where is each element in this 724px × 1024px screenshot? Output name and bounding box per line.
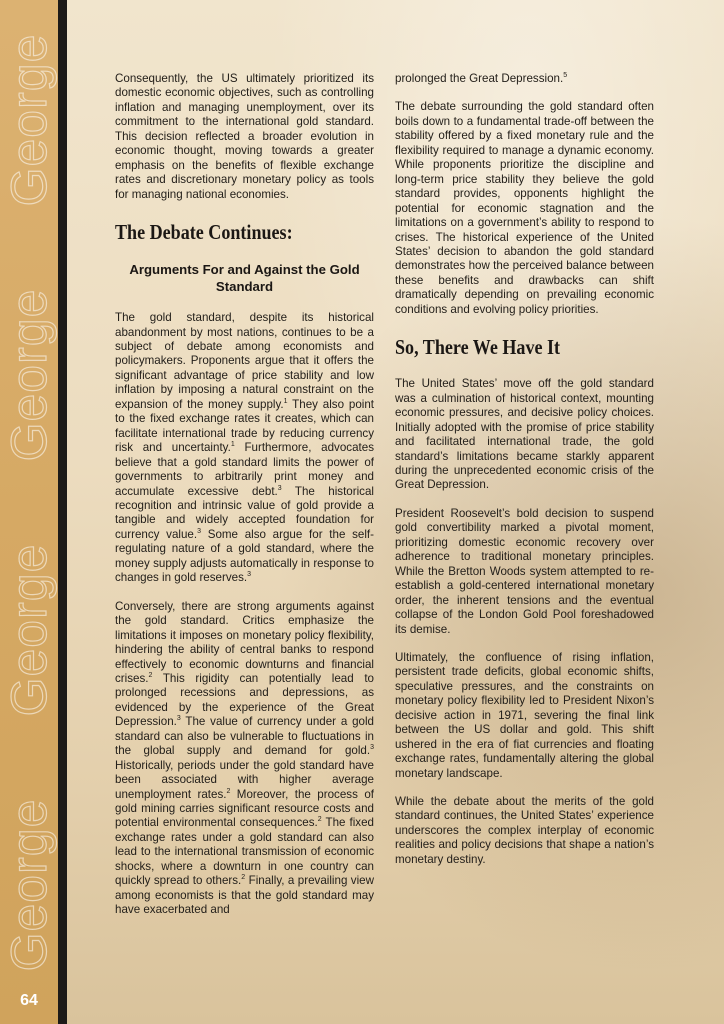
sidebar — [0, 0, 58, 1024]
sidebar-divider — [58, 0, 67, 1024]
watermark-text: George — [1, 798, 57, 972]
footnote-ref: 2 — [317, 816, 322, 824]
footnote-ref: 3 — [277, 484, 282, 492]
watermark-text: George — [1, 288, 57, 462]
footnote-ref: 3 — [197, 528, 202, 536]
footnote-ref: 1 — [283, 397, 288, 405]
conclusion-paragraph: The United States’ move off the gold standard was a culmination of historical context, mounting economic pressures, and decisive policy choices. Initially adopted with the promise of price stability and facilitated international trade, the gold standard’s limitations became starkly apparent during the unprecedented economic crisis of the Great Depression. — [395, 377, 654, 492]
watermark-text: George — [1, 543, 57, 717]
page-content — [67, 0, 724, 1024]
right-column — [395, 72, 654, 881]
debate-paragraph: The debate surrounding the gold standard often boils down to a fundamental trade-off between the stability offered by a fixed monetary rule and the flexibility required to manage a dynamic economy. While proponents prioritize the discipline and long-term price stability they believe the gold standard provides, opponents highlight the potential for economic stagnation and the limitations on a government’s ability to respond to crises. The historical experience of the United States’ decision to abandon the gold standard demonstrates how the perceived balance between these benefits and drawbacks can shift dramatically depending on prevailing economic conditions and evolving policy priorities. — [395, 100, 654, 316]
footnote-ref: 2 — [241, 874, 246, 882]
section-heading-conclusion: So, There We Have It — [395, 335, 561, 360]
for-arguments-paragraph: The gold standard, despite its historical abandonment by most nations, continues to be a subject of debate among economists and policymakers. Proponents argue that it offers the significant advantage of price stability and low inflation by imposing a natural constraint on the expansion of the money supply.$^1$ They also point to the fixed exchange rates it creates, which can facilitate international trade by reducing currency risk and uncertainty.$^1$ Furthermore, advocates believe that a gold standard limits the power of governments to arbitrarily print money and accumulate excessive debt.$^3$ The historical recognition and intrinsic value of gold provide a tangible and widely accepted foundation for currency value.$^3$ Some also argue for the self-regulating nature of a gold standard, where the money supply adjusts automatically in response to changes in gold reserves.$^3$ — [115, 311, 375, 585]
page-number: 64 — [20, 992, 38, 1009]
conclusion-paragraph: Ultimately, the confluence of rising inflation, persistent trade deficits, global economic shifts, speculative pressures, and the constraints on monetary policy flexibility led to President Nixon’s decisive action in 1971, severing the final link between the US dollar and gold. This shift ushered in the era of fiat currencies and floating exchange rates, fundamentally altering the global monetary landscape. — [395, 650, 654, 780]
left-column — [115, 72, 374, 918]
footnote-ref: 1 — [230, 441, 235, 449]
footnote-ref: 2 — [226, 787, 231, 795]
watermark-text: George — [1, 33, 57, 207]
subheading-arguments: Arguments For and Against the Gold Standard — [129, 262, 360, 294]
intro-paragraph: Consequently, the US ultimately prioritized its domestic economic objectives, such as controlling inflation and managing unemployment, over its commitment to the international gold standard. This decision reflected a broader evolution in economic thought, moving towards a greater emphasis on the benefits of flexible exchange rates and discretionary monetary policy as tools for managing national economies. — [115, 72, 374, 201]
footnote-ref: 3 — [247, 571, 252, 579]
footnote-ref: 3 — [176, 715, 181, 723]
section-heading-debate: The Debate Continues: — [115, 220, 293, 245]
against-arguments-paragraph: Conversely, there are strong arguments against the gold standard. Critics emphasize the limitations it imposes on monetary policy flexibility, hindering the ability of central banks to respond effectively to economic downturns and financial crises.$^2$ This rigidity can potentially lead to prolonged recessions and depressions, as evidenced by the experience of the Great Depression.$^3$ The value of currency under a gold standard can also be vulnerable to fluctuations in the global supply and demand for gold.$^3$ Historically, periods under the gold standard have been associated with higher average unemployment rates.$^2$ Moreover, the process of gold mining carries significant resource costs and potential environmental consequences.$^2$ The fixed exchange rates under a gold standard can also lead to the international transmission of economic shocks, where a downturn in one country can quickly spread to others.$^2$ Finally, a prevailing view among economists is that the gold standard may have exacerbated and — [115, 599, 375, 917]
conclusion-paragraph: President Roosevelt’s bold decision to suspend gold convertibility marked a pivotal moment, prioritizing domestic economic recovery over adherence to traditional monetary principles. While the Bretton Woods system attempted to re-establish a gold-centered international monetary order, the inherent tensions and the eventual collapse of the London Gold Pool foreshadowed its demise. — [395, 506, 654, 636]
footnote-ref: 3 — [370, 744, 374, 752]
footnote-ref: 2 — [148, 672, 153, 680]
continuation-paragraph: prolonged the Great Depression.$^5$ — [395, 72, 568, 85]
conclusion-paragraph: While the debate about the merits of the gold standard continues, the United States’ experience underscores the complex interplay of economic realities and policy decisions that shape a nation’s monetary destiny. — [395, 795, 654, 866]
footnote-ref: 5 — [563, 72, 568, 80]
